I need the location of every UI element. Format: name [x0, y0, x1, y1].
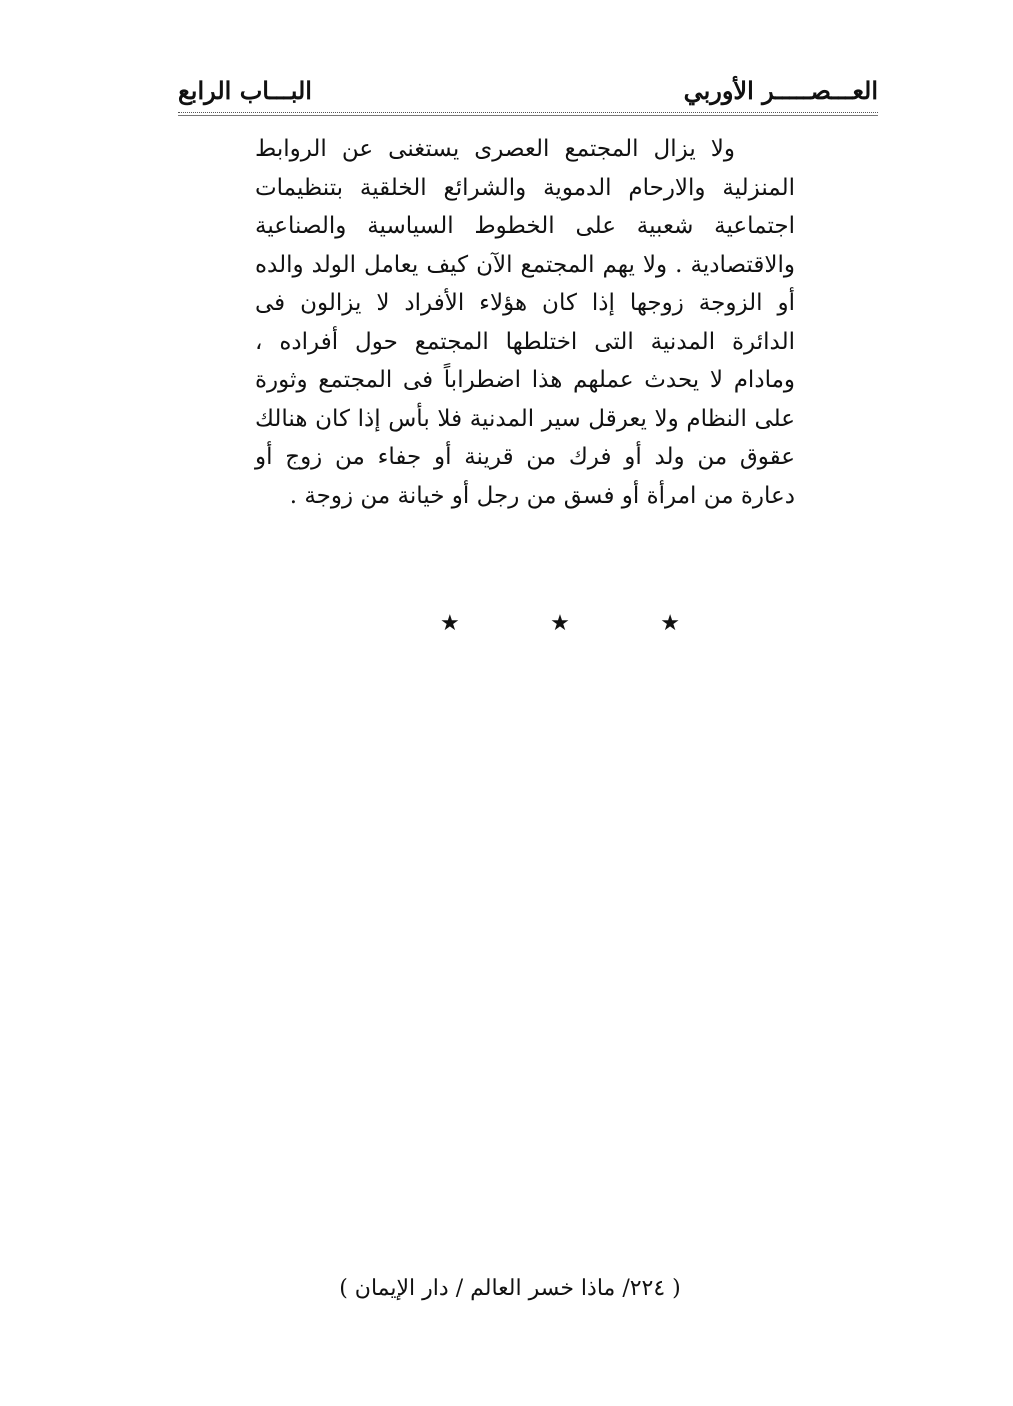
header-chapter-title: البـــاب الرابع — [178, 76, 312, 105]
section-separator — [440, 604, 680, 644]
header-book-section-title: العـــصـــــر الأوربي — [683, 76, 878, 105]
header-divider-line — [178, 115, 878, 116]
page-footer: ( ٢٢٤/ ماذا خسر العالم / دار الإيمان ) — [339, 1276, 681, 1301]
running-header — [178, 70, 878, 112]
star-icon: ★ — [550, 611, 570, 636]
header-divider — [178, 112, 878, 113]
star-icon: ★ — [660, 611, 680, 636]
star-icon: ★ — [440, 611, 460, 636]
body-paragraph: ولا يزال المجتمع العصرى يستغنى عن الروابط المنزلية والارحام الدموية والشرائع الخلقية بتنظيمات اجتماعية شعبية على الخطوط السياسية والصناعية والاقتصادية . ولا يهم المجتمع الآن كيف يعامل الولد والده أو الزوجة زوجها إذا كان هؤلاء الأفراد لا يزالون فى الدائرة المدنية التى اختلطها المجتمع حول أفراده ، ومادام لا يحدث عملهم هذا اضطراباً فى المجتمع وثورة على النظام ولا يعرقل سير المدنية فلا بأس إذا كان هنالك عقوق من ولد أو فرك من قرينة أو جفاء من زوج أو دعارة من امرأة أو فسق من رجل أو خيانة من زوجة . — [255, 136, 795, 509]
main-text-block — [255, 130, 795, 515]
